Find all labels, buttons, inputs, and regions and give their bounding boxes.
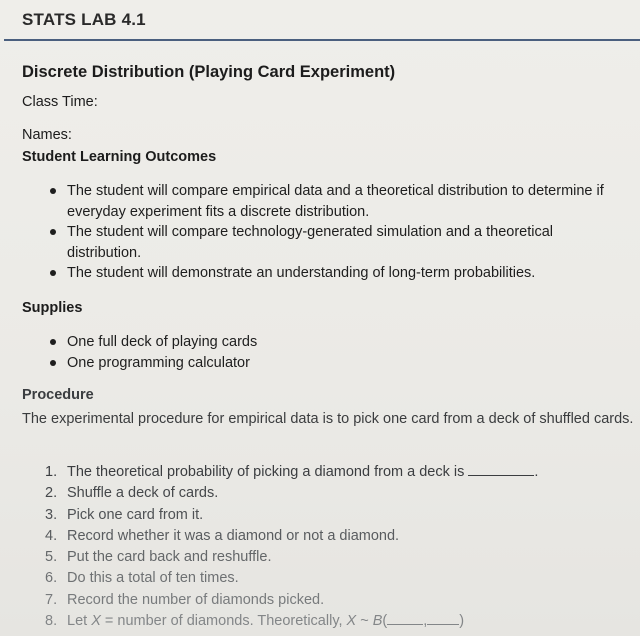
outcomes-list — [50, 181, 640, 284]
step-number: 7. — [45, 591, 58, 608]
list-item: One programming calculator — [50, 353, 640, 374]
class-time-label: Class Time: — [22, 94, 98, 110]
step-number: 6. — [45, 570, 58, 587]
list-item: The student will demonstrate an understanding of long-term probabilities. — [50, 263, 640, 284]
step-text: Record the number of diamonds picked. — [67, 591, 325, 608]
step-number: 1. — [45, 464, 58, 480]
list-item — [45, 547, 635, 568]
procedure-steps — [45, 462, 635, 632]
step-text: The theoretical probability of picking a diamond from a deck is — [67, 464, 465, 480]
outcomes-heading: Student Learning Outcomes — [22, 149, 217, 165]
list-item — [45, 462, 635, 483]
supplies-heading: Supplies — [22, 300, 83, 316]
procedure-heading: Procedure — [22, 387, 94, 403]
supplies-list — [50, 332, 640, 373]
comma: , — [423, 613, 428, 630]
lab-title: STATS LAB 4.1 — [22, 10, 146, 29]
step-number: 4. — [45, 527, 58, 544]
answer-blank — [427, 611, 459, 625]
step-number: 3. — [45, 506, 58, 523]
procedure-intro: The experimental procedure for empirical data is to pick one card from a deck of shuffled cards. — [22, 411, 634, 427]
title-rule — [4, 39, 640, 41]
list-item — [45, 483, 635, 504]
step-number: 8. — [45, 613, 58, 630]
list-item — [45, 590, 635, 611]
list-item: The student will compare technology-generated simulation and a theoretical distribution. — [50, 222, 640, 263]
open-paren: ( — [382, 613, 388, 630]
list-item — [45, 505, 635, 526]
step-text: = number of diamonds. Theoretically, — [100, 613, 347, 630]
list-item — [45, 568, 635, 589]
step-text: Shuffle a deck of cards. — [67, 485, 219, 502]
close-paren: ) — [459, 613, 465, 630]
list-item: One full deck of playing cards — [50, 332, 640, 353]
step-text: Let — [67, 613, 92, 630]
variable-b: B — [372, 613, 383, 630]
step-number: 5. — [45, 549, 58, 566]
answer-blank — [387, 611, 423, 625]
list-item — [45, 526, 635, 547]
step-suffix: . — [534, 464, 539, 480]
variable-x: X — [346, 613, 357, 630]
list-item: The student will compare empirical data and a theoretical distribution to determine if everyday experiment fits a discrete distribution. — [50, 181, 640, 222]
list-item — [45, 611, 635, 632]
step-text: Put the card back and reshuffle. — [67, 549, 272, 566]
step-text: Pick one card from it. — [67, 506, 204, 523]
variable-x: X — [91, 613, 101, 630]
tilde-symbol: ~ — [356, 613, 373, 630]
step-text: Record whether it was a diamond or not a diamond. — [67, 527, 400, 544]
answer-blank — [468, 462, 534, 476]
page-title: Discrete Distribution (Playing Card Experiment) — [22, 63, 396, 81]
step-text: Do this a total of ten times. — [67, 570, 239, 587]
names-label: Names: — [22, 127, 72, 143]
step-number: 2. — [45, 485, 58, 502]
